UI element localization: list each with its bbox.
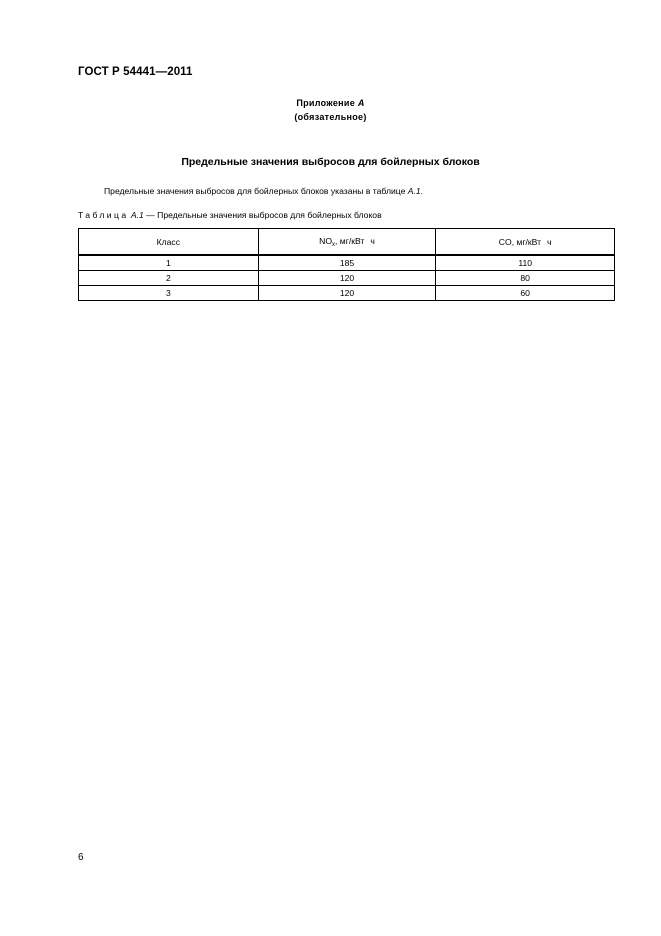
page-number: 6 <box>78 852 84 863</box>
cell-nox: 120 <box>258 286 436 301</box>
header-co-unit: CO, мг/кВт <box>498 236 542 247</box>
body-paragraph <box>104 186 423 196</box>
emission-limits-table <box>78 228 615 301</box>
header-co <box>436 229 615 256</box>
cell-class: 3 <box>79 286 259 301</box>
document-code: ГОСТ Р 54441—2011 <box>78 66 193 78</box>
header-co-unit-end: ч <box>547 236 552 247</box>
table-caption-title: — Предельные значения выбросов для бойлерных блоков <box>143 210 382 220</box>
cell-nox: 185 <box>258 255 436 271</box>
table-row <box>79 271 615 286</box>
appendix-status: (обязательное) <box>294 112 367 122</box>
appendix-letter: А <box>357 98 365 108</box>
section-title: Предельные значения выбросов для бойлерных блоков <box>181 156 480 168</box>
appendix-label-line <box>0 96 661 110</box>
cell-class: 1 <box>79 255 259 271</box>
table-row <box>79 286 615 301</box>
paragraph-end: . <box>420 186 424 196</box>
table-caption-number: А.1 <box>130 210 144 220</box>
paragraph-table-reference: А.1 <box>407 186 421 196</box>
cell-co: 80 <box>436 271 615 286</box>
paragraph-text: Предельные значения выбросов для бойлерных блоков указаны в таблице <box>104 186 408 196</box>
header-class: Класс <box>79 229 259 256</box>
header-nox <box>258 229 436 256</box>
appendix-label: Приложение <box>296 98 356 108</box>
header-nox-main: NO <box>319 235 333 246</box>
table-header-row <box>79 229 615 256</box>
cell-class: 2 <box>79 271 259 286</box>
header-nox-unit-end: ч <box>370 235 375 246</box>
cell-co: 110 <box>436 255 615 271</box>
table-caption-label: Таблица <box>78 210 129 220</box>
cell-co: 60 <box>436 286 615 301</box>
cell-nox: 120 <box>258 271 436 286</box>
header-nox-subscript: x <box>332 241 336 248</box>
header-nox-unit: , мг/кВт <box>335 235 365 246</box>
table-caption <box>78 210 382 220</box>
appendix-heading <box>0 96 661 124</box>
table-row <box>79 255 615 271</box>
